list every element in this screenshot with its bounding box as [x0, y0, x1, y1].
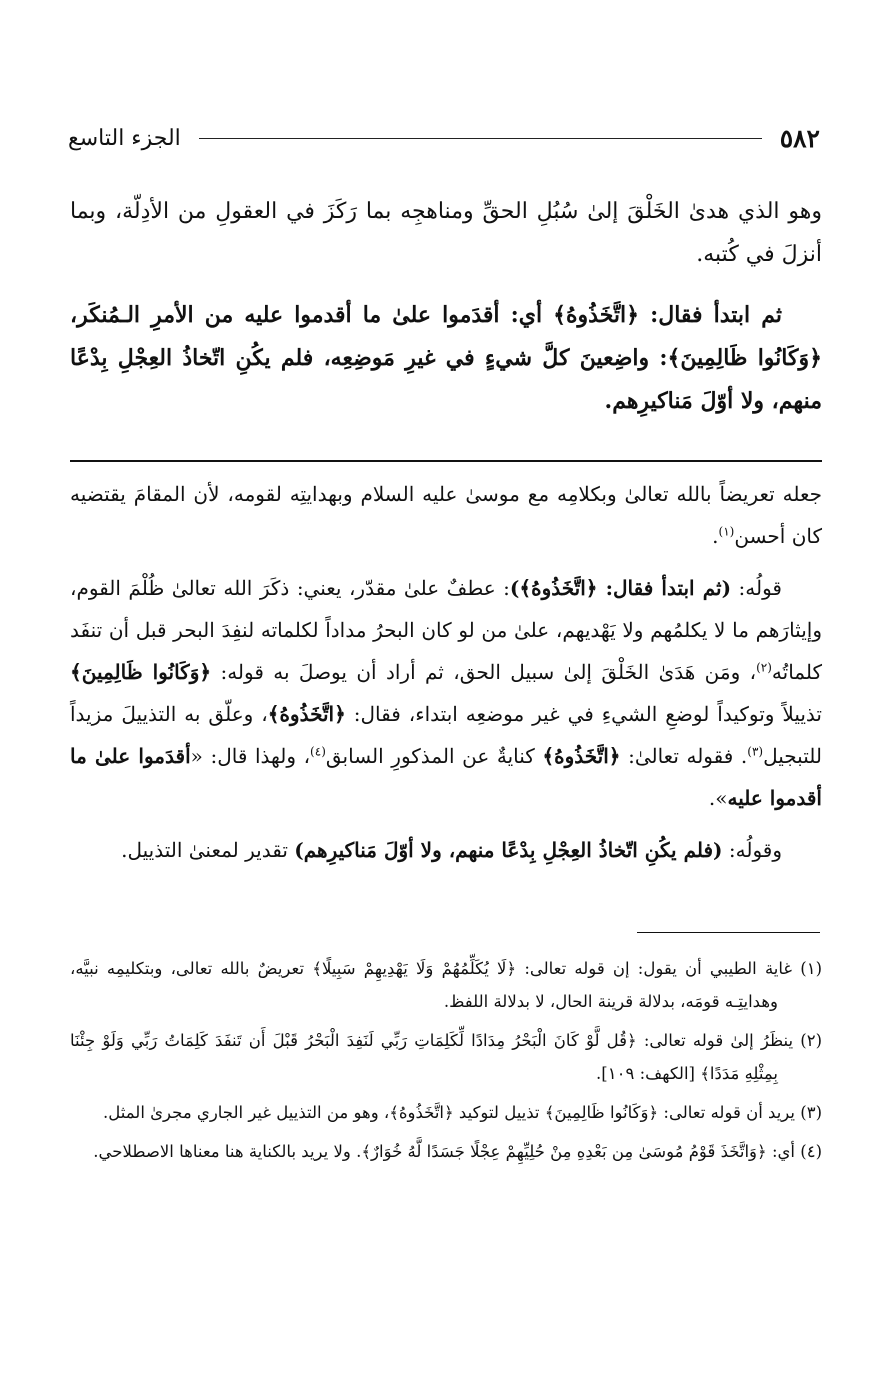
footnote-ref: (٤) [310, 744, 326, 759]
quran-quote: ﴿وَكَانُوا ظَالِمِينَ﴾ [70, 660, 212, 684]
commentary-text: جعله تعريضاً بالله تعالىٰ وبكلامِه مع موسىٰ عليه السلام وبهدايتِه لقومه، لأن المقامَ يقتضيه كان أحسن [70, 482, 822, 548]
page-number: ٥٨٢ [779, 123, 820, 153]
footnote: (٣) يريد أن قوله تعالى: ﴿وَكَانُوا ظَالِمِينَ﴾ تذييل لتوكيد ﴿اتَّخَذُوهُ﴾، وهو من التذييل غير الجاري مجرىٰ المثل. [103, 1103, 822, 1122]
commentary [70, 473, 822, 871]
commentary-paragraph [70, 567, 822, 819]
quoted-phrase: أقدَموا علىٰ ما أقدموا عليه [70, 744, 822, 810]
commentary-text: ، ومَن هَدَىٰ الخَلْقَ إلىٰ سبيل الحق، ثم أراد أن يوصلَ به قوله: [211, 660, 757, 684]
quran-quote: ﴿اتَّخَذُوهُ﴾ [542, 744, 621, 768]
running-header [68, 118, 820, 158]
commentary-text: ، وعلّق به التذييلَ مزيداً للتبجيل [70, 702, 822, 768]
commentary-text: ، ولهذا قال: « [190, 744, 311, 768]
commentary-text: كنايةٌ عن المذكورِ السابق [325, 744, 543, 768]
commentary-text: قولُه: [731, 576, 782, 600]
commentary-paragraph [70, 829, 822, 871]
footnote-ref: (١) [718, 524, 735, 539]
quoted-lemma: (فلم يكُنِ اتّخاذُ العِجْلِ بِدْعًا منهم، ولا أوّلَ مَناكيرِهم) [294, 838, 723, 862]
quoted-lemma: (ثم ابتدأ فقال: ﴿اتَّخَذُوهُ﴾) [509, 576, 732, 600]
header-rule [199, 138, 762, 139]
commentary-text: وقولُه: [722, 838, 782, 862]
commentary-paragraph: جعله تعريضاً بالله تعالىٰ وبكلامِه مع موسىٰ عليه السلام وبهدايتِه لقومه، لأن المقامَ يقتضيه كان أحسن$^{(١)}$. [70, 482, 822, 548]
section-divider [70, 460, 822, 462]
main-paragraph-bold [70, 294, 822, 423]
commentary-text: . فقوله تعالىٰ: [620, 744, 748, 768]
commentary-text: تذييلاً وتوكيداً لوضعِ الشيءِ في غير موضعِه ابتداء، فقال: [345, 702, 822, 726]
footnote: (٤) أي: ﴿وَاتَّخَذَ قَوْمُ مُوسَىٰ مِن بَعْدِهِ مِنْ حُلِيِّهِمْ عِجْلًا جَسَدًا لَّهُ خُوَارٌ﴾. ولا يريد بالكناية هنا معناها الاصطلاحي. [93, 1142, 822, 1161]
footnote: (٢) ينظَرُ إلىٰ قوله تعالى: ﴿قُل لَّوْ كَانَ الْبَحْرُ مِدَادًا لِّكَلِمَاتِ رَبِّي لَنَفِدَ الْبَحْرُ قَبْلَ أَن تَنفَدَ كَلِمَاتُ رَبِّي وَلَوْ جِئْنَا بِمِثْلِهِ مَدَدًا﴾ [الكهف: ١٠٩]. [70, 1031, 822, 1083]
commentary-text: : عطفٌ علىٰ مقدّر، يعني: ذكَرَ الله تعالىٰ ظُلْمَ القوم، وإيثارَهم ما لا يكلمُهم ولا يَهْديهم، علىٰ من لو كان البحرُ مداداً لكلماته لنفِدَ البحر قبل أن تنفَد كلماتُه [70, 576, 822, 684]
commentary-text: ». [708, 786, 728, 810]
main-lead: ثم ابتدأ فقال: ﴿اتَّخَذُوهُ﴾ [553, 302, 782, 328]
footnotes [70, 952, 822, 1174]
quran-quote: ﴿اتَّخَذُوهُ﴾ [267, 702, 346, 726]
footnote-ref: (٣) [747, 744, 764, 759]
main-paragraph: وهو الذي هدىٰ الخَلْقَ إلىٰ سُبُلِ الحقِّ ومناهجِه بما رَكَزَ في العقولِ من الأدِلّة، وبما أنزلَ في كُتبه. [70, 199, 822, 267]
footnote-ref: (٢) [756, 660, 772, 675]
commentary-text: تقدير لمعنىٰ التذييل. [121, 838, 295, 862]
footnote: (١) غاية الطيبي أن يقول: إن قوله تعالى: ﴿لَا يُكَلِّمُهُمْ وَلَا يَهْدِيهِمْ سَبِيلًا﴾ تعريضٌ بالله تعالى، وبتكليمِه نبيَّه، وهدايتِـه قومَه، بدلالة قرينة الحال، لا بدلالة اللفظ. [70, 959, 822, 1011]
main-text [70, 190, 822, 423]
main-rest: أي: أقدَموا علىٰ ما أقدموا عليه من الأمرِ الـمُنكَر، ﴿وَكَانُوا ظَالِمِينَ﴾: واضِعينَ كلَّ شيءٍ في غيرِ مَوضِعِه، فلم يكُنِ اتّخاذُ العِجْلِ بِدْعًا منهم، ولا أوّلَ مَناكيرِهم. [70, 302, 822, 414]
footnote-divider [637, 932, 820, 933]
chapter-title: الجزء التاسع [68, 125, 181, 151]
